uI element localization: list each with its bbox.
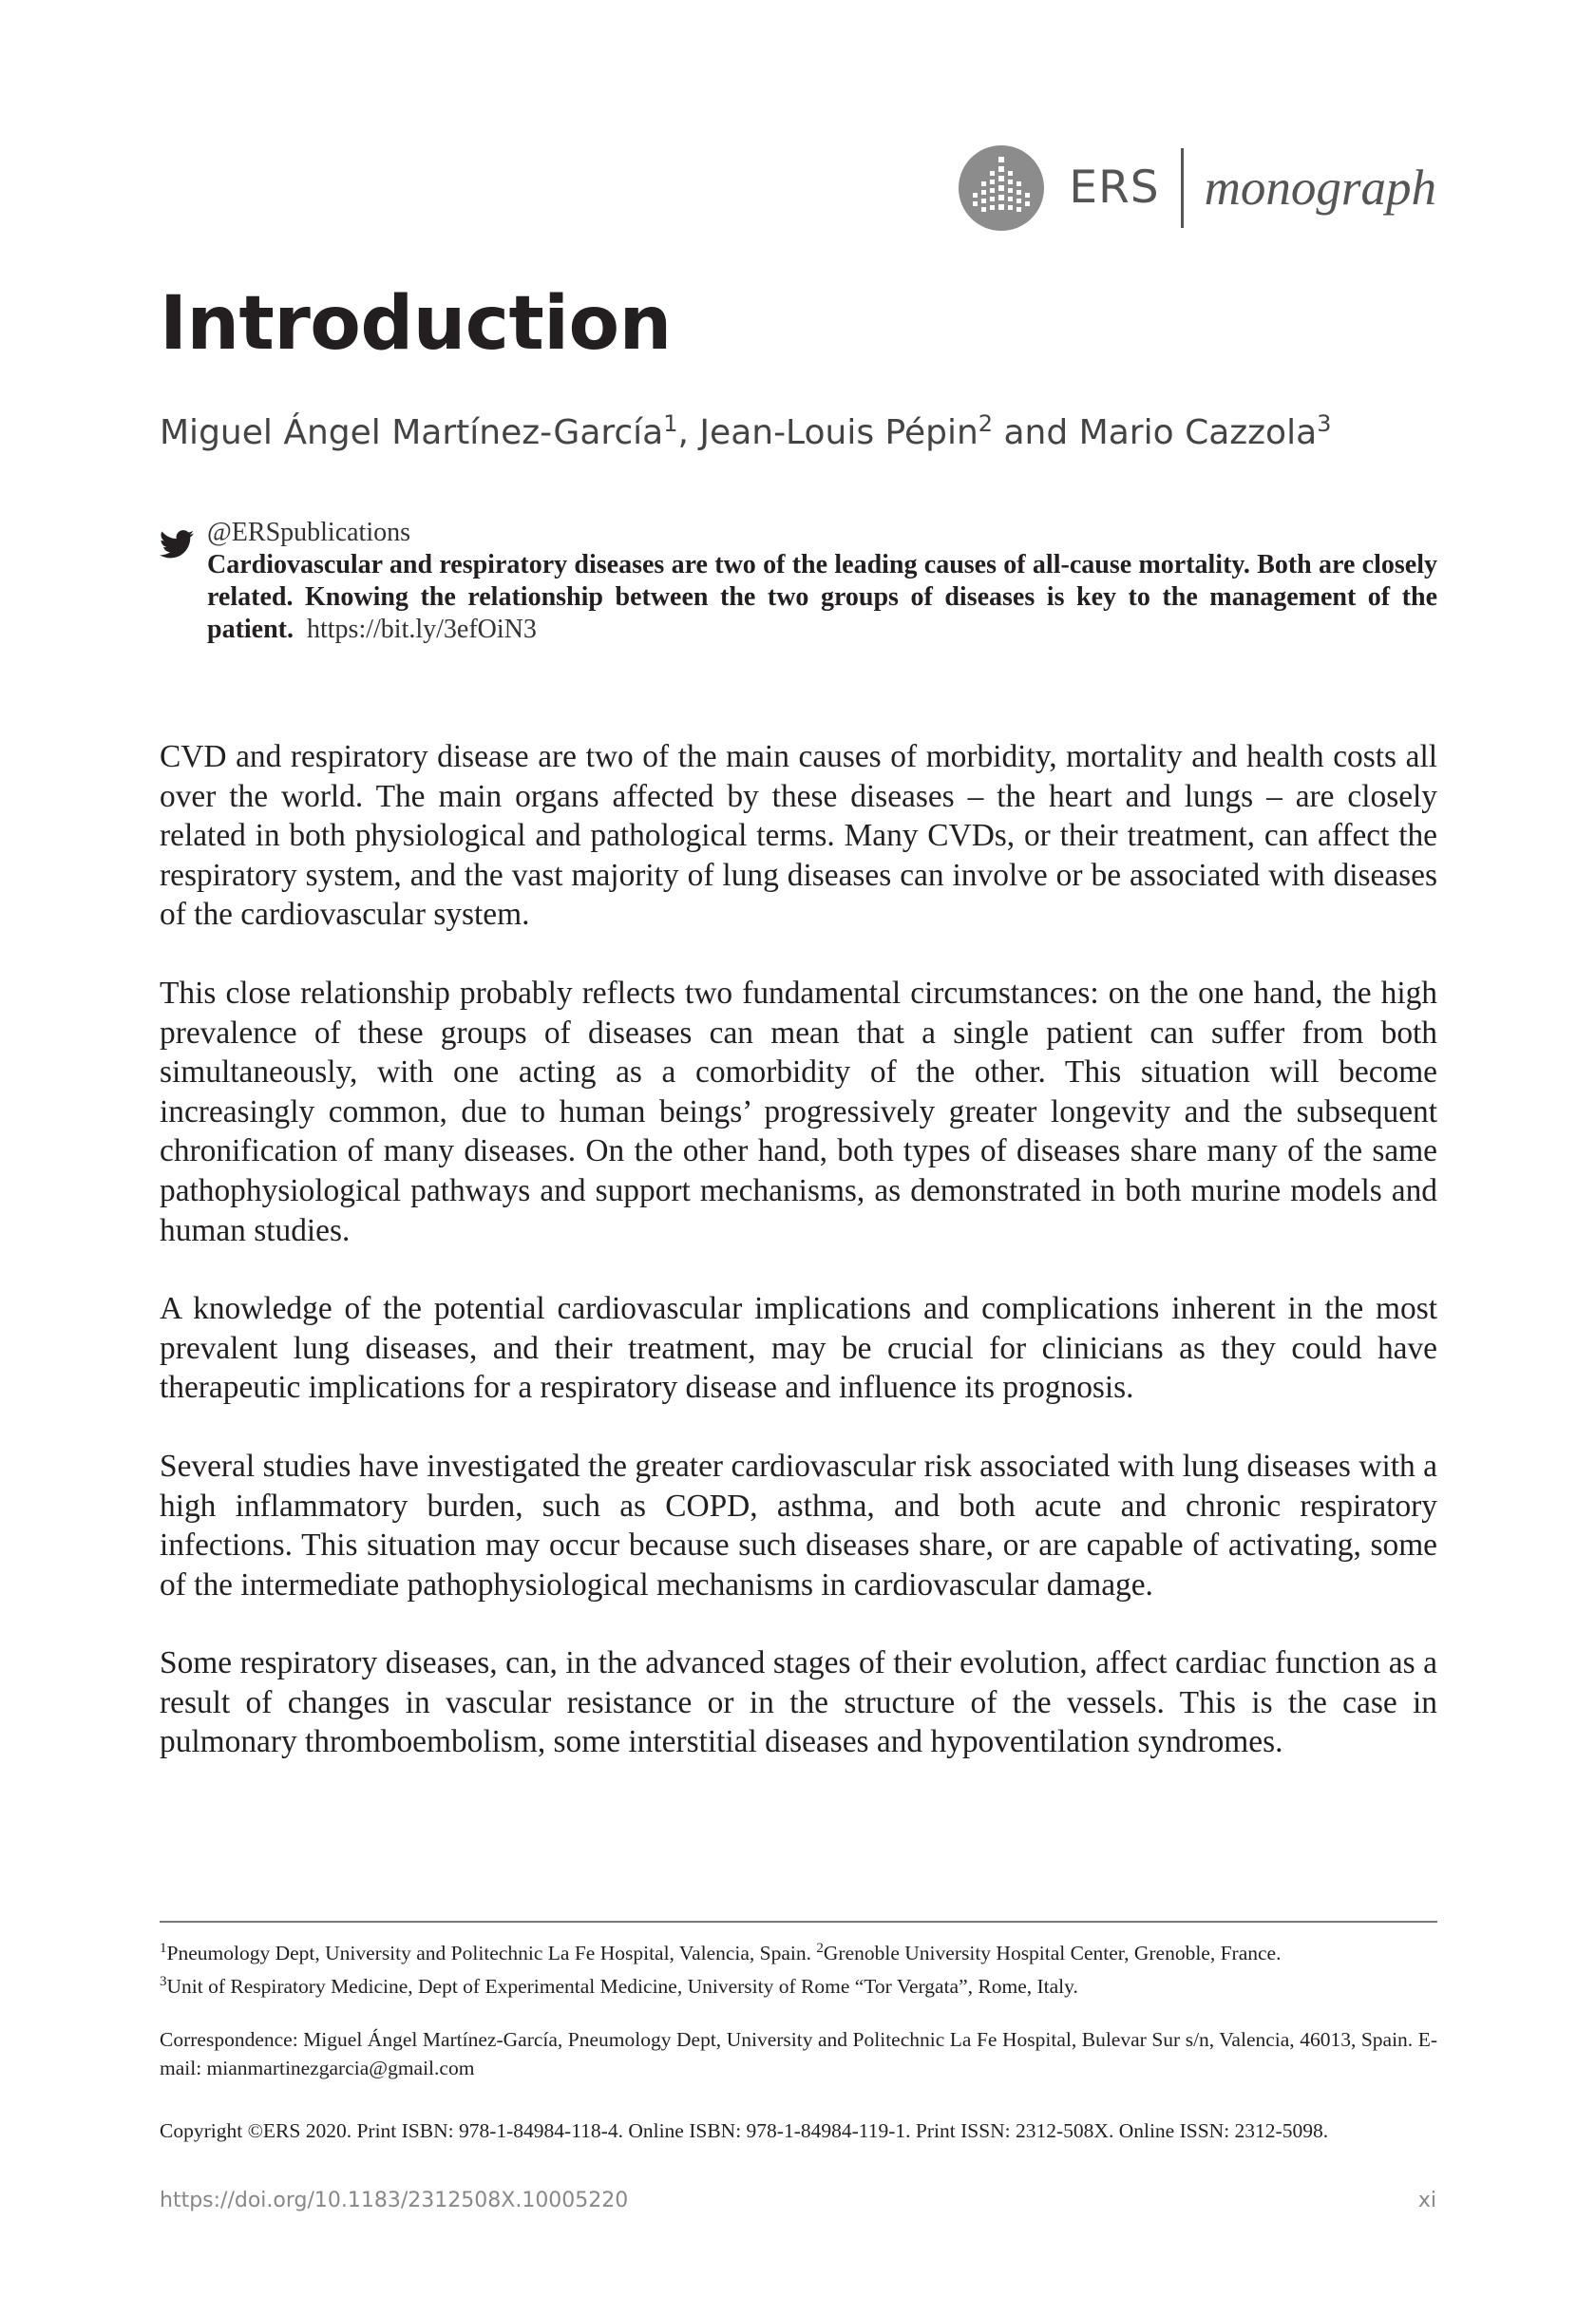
footnote-divider — [160, 1921, 1437, 1923]
article-title: Introduction — [160, 281, 672, 367]
affiliation-text: Unit of Respiratory Medicine, Dept of Experimental Medicine, University of Rome “Tor Vergata”, Rome, Italy. — [166, 1975, 1078, 1999]
tweet-handle[interactable]: @ERSpublications — [207, 518, 411, 547]
author-name: Jean-Louis Pépin — [699, 413, 978, 452]
body-paragraph: A knowledge of the potential cardiovascular implications and complications inherent in the most prevalent lung diseases, and their treatment, may be crucial for clinicians as they could have therapeutic implications for a respiratory disease and influence its prognosis. — [160, 1291, 1437, 1406]
tweet-link[interactable]: https://bit.ly/3efOiN3 — [307, 615, 537, 644]
affiliation-number: 3 — [160, 1974, 167, 1990]
affiliation-text: Grenoble University Hospital Center, Grenoble, France. — [823, 1942, 1282, 1965]
brand-divider — [1181, 148, 1184, 228]
tweet-block — [207, 517, 1437, 646]
author-separator: and — [993, 413, 1079, 452]
body-paragraph: Some respiratory diseases, can, in the advanced stages of their evolution, affect cardiac function as a result of changes in vascular resistance or in the structure of the vessels. This is the case in pulmonary thromboembolism, some interstitial diseases and hypoventilation syndromes. — [160, 1645, 1437, 1760]
tweet-text: Cardiovascular and respiratory diseases are two of the leading causes of all-cause mortality. Both are closely related. Knowing the relationship between the two groups of diseases is key to the management of the patient. — [207, 550, 1437, 644]
correspondence-footnote: Correspondence: Miguel Ángel Martínez-García, Pneumology Dept, University and Politechnic La Fe Hospital, Bulevar Sur s/n, Valencia, 46013, Spain. E-mail: mianmartinezgarcia@gmail.com — [160, 2028, 1437, 2079]
brand-product: monograph — [1204, 160, 1436, 216]
author-name: Mario Cazzola — [1078, 413, 1318, 452]
author-list — [160, 410, 1331, 452]
twitter-bird-icon — [160, 530, 194, 559]
body-paragraph: Several studies have investigated the greater cardiovascular risk associated with lung diseases with a high inflammatory burden, such as COPD, asthma, and both acute and chronic respiratory infections. This situation may occur because such diseases share, or are capable of activating, some of the intermediate pathophysiological mechanisms in cardiovascular damage. — [160, 1448, 1437, 1603]
affiliations-footnote — [160, 1934, 1437, 2001]
author-separator: , — [677, 413, 700, 452]
body-paragraph: CVD and respiratory disease are two of the main causes of morbidity, mortality and health costs all over the world. The main organs affected by these diseases – the heart and lungs – are closely related in both physiological and pathological terms. Many CVDs, or their treatment, can affect the respiratory system, and the vast majority of lung diseases can involve or be associated with diseases of the cardiovascular system. — [160, 739, 1437, 933]
affiliation-number: 2 — [816, 1941, 824, 1956]
author-affiliation-mark: 1 — [663, 410, 678, 437]
copyright-footnote: Copyright ©ERS 2020. Print ISBN: 978-1-84984-118-4. Online ISBN: 978-1-84984-119-1. Print ISSN: 2312-508X. Online ISSN: 2312-5098. — [160, 2119, 1329, 2142]
affiliation-text: Pneumology Dept, University and Politechnic La Fe Hospital, Valencia, Spain. — [166, 1942, 817, 1965]
author-name: Miguel Ángel Martínez-García — [160, 413, 664, 452]
ers-lung-logo-icon — [959, 145, 1044, 231]
brand-name: ERS — [1069, 161, 1160, 214]
author-affiliation-mark: 3 — [1317, 410, 1332, 437]
page-number: xi — [1417, 2189, 1436, 2212]
author-affiliation-mark: 2 — [978, 410, 994, 437]
affiliation-number: 1 — [160, 1941, 167, 1956]
tweet-body — [207, 549, 1437, 646]
article-body — [160, 737, 1437, 1801]
ers-monograph-brand — [959, 142, 1436, 233]
doi-link[interactable]: https://doi.org/10.1183/2312508X.10005220 — [160, 2189, 629, 2212]
body-paragraph: This close relationship probably reflects two fundamental circumstances: on the one hand, the high prevalence of these groups of diseases can mean that a single patient can suffer from both simultaneously, with one acting as a comorbidity of the other. This situation will become increasingly common, due to human beings’ progressively greater longevity and the subsequent chronification of many diseases. On the other hand, both types of diseases share many of the same pathophysiological pathways and support mechanisms, as demonstrated in both murine models and human studies. — [160, 975, 1437, 1248]
